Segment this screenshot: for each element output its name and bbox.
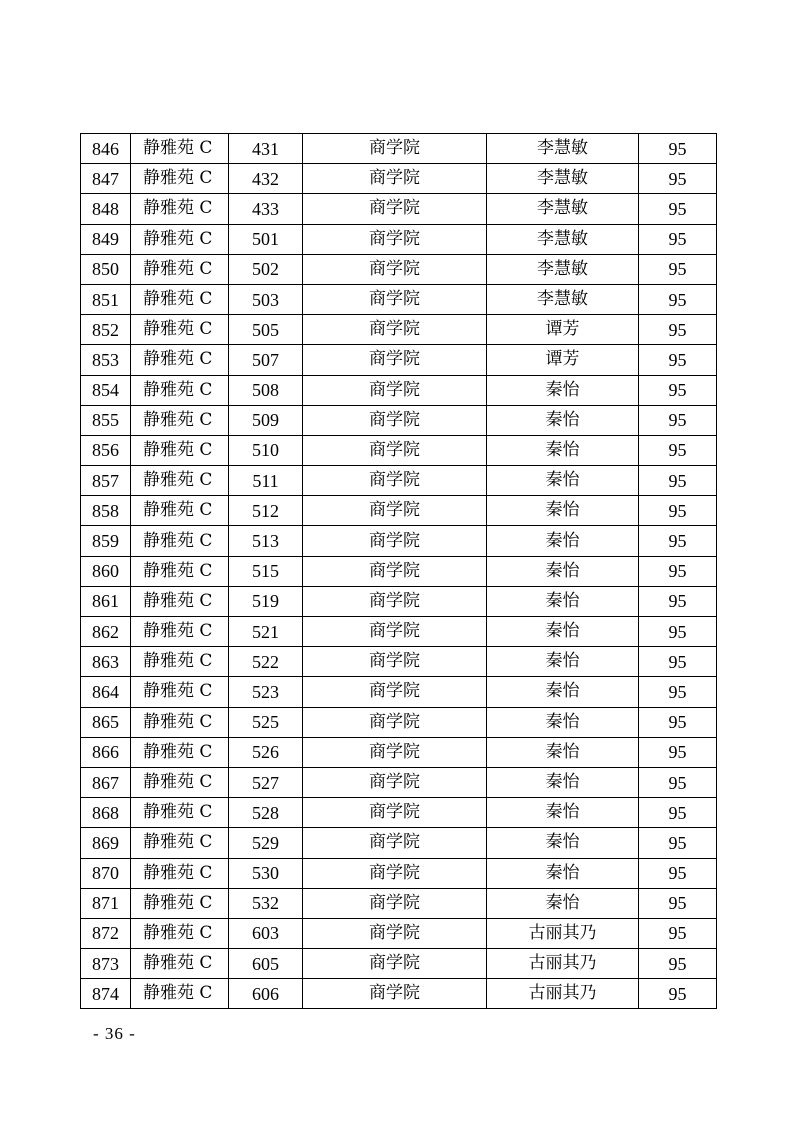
table-row [81,315,717,345]
table-row [81,979,717,1009]
dormitory-score-table [80,133,717,1009]
building-cell: 静雅苑 C [131,556,229,586]
score-cell: 95 [639,224,717,254]
room-cell: 512 [229,496,303,526]
row-number-cell: 859 [81,526,131,556]
score-cell: 95 [639,164,717,194]
table-row [81,828,717,858]
college-cell: 商学院 [303,586,487,616]
college-cell: 商学院 [303,284,487,314]
row-number-cell: 855 [81,405,131,435]
score-cell: 95 [639,375,717,405]
table-row [81,918,717,948]
person-cell: 李慧敏 [487,284,639,314]
college-cell: 商学院 [303,828,487,858]
building-cell: 静雅苑 C [131,737,229,767]
score-cell: 95 [639,435,717,465]
college-cell: 商学院 [303,254,487,284]
person-cell: 秦怡 [487,828,639,858]
row-number-cell: 854 [81,375,131,405]
building-cell: 静雅苑 C [131,828,229,858]
building-cell: 静雅苑 C [131,949,229,979]
building-cell: 静雅苑 C [131,315,229,345]
room-cell: 509 [229,405,303,435]
room-cell: 513 [229,526,303,556]
college-cell: 商学院 [303,949,487,979]
table-row [81,435,717,465]
table-row [81,767,717,797]
building-cell: 静雅苑 C [131,194,229,224]
college-cell: 商学院 [303,918,487,948]
building-cell: 静雅苑 C [131,888,229,918]
room-cell: 606 [229,979,303,1009]
score-cell: 95 [639,466,717,496]
table-row [81,617,717,647]
college-cell: 商学院 [303,858,487,888]
table-row [81,375,717,405]
building-cell: 静雅苑 C [131,918,229,948]
room-cell: 529 [229,828,303,858]
room-cell: 505 [229,315,303,345]
building-cell: 静雅苑 C [131,677,229,707]
row-number-cell: 868 [81,798,131,828]
person-cell: 秦怡 [487,435,639,465]
table-row [81,466,717,496]
room-cell: 510 [229,435,303,465]
room-cell: 511 [229,466,303,496]
room-cell: 528 [229,798,303,828]
person-cell: 秦怡 [487,858,639,888]
college-cell: 商学院 [303,767,487,797]
college-cell: 商学院 [303,979,487,1009]
building-cell: 静雅苑 C [131,134,229,164]
score-cell: 95 [639,284,717,314]
room-cell: 605 [229,949,303,979]
room-cell: 507 [229,345,303,375]
building-cell: 静雅苑 C [131,405,229,435]
room-cell: 508 [229,375,303,405]
row-number-cell: 852 [81,315,131,345]
building-cell: 静雅苑 C [131,466,229,496]
person-cell: 谭芳 [487,315,639,345]
room-cell: 525 [229,707,303,737]
building-cell: 静雅苑 C [131,345,229,375]
table-row [81,858,717,888]
row-number-cell: 864 [81,677,131,707]
row-number-cell: 862 [81,617,131,647]
college-cell: 商学院 [303,496,487,526]
table-row [81,888,717,918]
room-cell: 515 [229,556,303,586]
row-number-cell: 870 [81,858,131,888]
score-cell: 95 [639,586,717,616]
room-cell: 532 [229,888,303,918]
building-cell: 静雅苑 C [131,435,229,465]
row-number-cell: 847 [81,164,131,194]
college-cell: 商学院 [303,315,487,345]
row-number-cell: 851 [81,284,131,314]
building-cell: 静雅苑 C [131,496,229,526]
score-cell: 95 [639,496,717,526]
college-cell: 商学院 [303,798,487,828]
person-cell: 秦怡 [487,496,639,526]
row-number-cell: 872 [81,918,131,948]
score-cell: 95 [639,405,717,435]
room-cell: 527 [229,767,303,797]
person-cell: 秦怡 [487,677,639,707]
room-cell: 519 [229,586,303,616]
table-row [81,556,717,586]
person-cell: 谭芳 [487,345,639,375]
table-row [81,586,717,616]
person-cell: 李慧敏 [487,164,639,194]
college-cell: 商学院 [303,405,487,435]
score-cell: 95 [639,194,717,224]
college-cell: 商学院 [303,677,487,707]
row-number-cell: 860 [81,556,131,586]
score-cell: 95 [639,798,717,828]
room-cell: 522 [229,647,303,677]
building-cell: 静雅苑 C [131,284,229,314]
row-number-cell: 856 [81,435,131,465]
building-cell: 静雅苑 C [131,586,229,616]
score-cell: 95 [639,556,717,586]
score-cell: 95 [639,617,717,647]
score-cell: 95 [639,254,717,284]
table-row [81,224,717,254]
room-cell: 433 [229,194,303,224]
college-cell: 商学院 [303,435,487,465]
table-row [81,647,717,677]
room-cell: 502 [229,254,303,284]
room-cell: 530 [229,858,303,888]
college-cell: 商学院 [303,707,487,737]
score-cell: 95 [639,888,717,918]
score-cell: 95 [639,647,717,677]
person-cell: 秦怡 [487,526,639,556]
college-cell: 商学院 [303,556,487,586]
table-row [81,526,717,556]
person-cell: 秦怡 [487,466,639,496]
score-cell: 95 [639,315,717,345]
table-row [81,707,717,737]
table-row [81,496,717,526]
person-cell: 秦怡 [487,617,639,647]
room-cell: 501 [229,224,303,254]
row-number-cell: 865 [81,707,131,737]
table-row [81,134,717,164]
college-cell: 商学院 [303,164,487,194]
person-cell: 李慧敏 [487,254,639,284]
score-cell: 95 [639,828,717,858]
row-number-cell: 850 [81,254,131,284]
table-row [81,345,717,375]
table-row [81,737,717,767]
college-cell: 商学院 [303,466,487,496]
row-number-cell: 866 [81,737,131,767]
building-cell: 静雅苑 C [131,224,229,254]
row-number-cell: 858 [81,496,131,526]
score-cell: 95 [639,858,717,888]
room-cell: 431 [229,134,303,164]
table-body [81,134,717,1009]
table-row [81,194,717,224]
person-cell: 古丽其乃 [487,949,639,979]
score-cell: 95 [639,345,717,375]
score-cell: 95 [639,737,717,767]
person-cell: 李慧敏 [487,194,639,224]
row-number-cell: 869 [81,828,131,858]
table-row [81,405,717,435]
room-cell: 432 [229,164,303,194]
score-cell: 95 [639,979,717,1009]
row-number-cell: 874 [81,979,131,1009]
building-cell: 静雅苑 C [131,254,229,284]
room-cell: 521 [229,617,303,647]
room-cell: 603 [229,918,303,948]
score-cell: 95 [639,134,717,164]
score-cell: 95 [639,949,717,979]
room-cell: 523 [229,677,303,707]
person-cell: 秦怡 [487,647,639,677]
table-row [81,254,717,284]
college-cell: 商学院 [303,617,487,647]
building-cell: 静雅苑 C [131,979,229,1009]
building-cell: 静雅苑 C [131,798,229,828]
row-number-cell: 867 [81,767,131,797]
college-cell: 商学院 [303,375,487,405]
row-number-cell: 846 [81,134,131,164]
college-cell: 商学院 [303,526,487,556]
person-cell: 李慧敏 [487,134,639,164]
person-cell: 秦怡 [487,405,639,435]
college-cell: 商学院 [303,134,487,164]
college-cell: 商学院 [303,647,487,677]
building-cell: 静雅苑 C [131,164,229,194]
row-number-cell: 849 [81,224,131,254]
person-cell: 秦怡 [487,737,639,767]
person-cell: 秦怡 [487,586,639,616]
building-cell: 静雅苑 C [131,617,229,647]
row-number-cell: 853 [81,345,131,375]
college-cell: 商学院 [303,224,487,254]
room-cell: 526 [229,737,303,767]
person-cell: 秦怡 [487,798,639,828]
row-number-cell: 863 [81,647,131,677]
row-number-cell: 848 [81,194,131,224]
score-cell: 95 [639,918,717,948]
table-row [81,798,717,828]
person-cell: 古丽其乃 [487,979,639,1009]
building-cell: 静雅苑 C [131,647,229,677]
row-number-cell: 861 [81,586,131,616]
person-cell: 古丽其乃 [487,918,639,948]
college-cell: 商学院 [303,737,487,767]
building-cell: 静雅苑 C [131,767,229,797]
table-row [81,949,717,979]
building-cell: 静雅苑 C [131,707,229,737]
building-cell: 静雅苑 C [131,375,229,405]
college-cell: 商学院 [303,345,487,375]
person-cell: 秦怡 [487,556,639,586]
person-cell: 秦怡 [487,375,639,405]
room-cell: 503 [229,284,303,314]
score-cell: 95 [639,526,717,556]
score-cell: 95 [639,707,717,737]
row-number-cell: 857 [81,466,131,496]
college-cell: 商学院 [303,194,487,224]
row-number-cell: 871 [81,888,131,918]
building-cell: 静雅苑 C [131,526,229,556]
person-cell: 秦怡 [487,767,639,797]
row-number-cell: 873 [81,949,131,979]
score-cell: 95 [639,767,717,797]
table-row [81,677,717,707]
person-cell: 李慧敏 [487,224,639,254]
table-row [81,164,717,194]
person-cell: 秦怡 [487,888,639,918]
person-cell: 秦怡 [487,707,639,737]
college-cell: 商学院 [303,888,487,918]
score-cell: 95 [639,677,717,707]
page-number: - 36 - [93,1024,136,1043]
table-row [81,284,717,314]
building-cell: 静雅苑 C [131,858,229,888]
